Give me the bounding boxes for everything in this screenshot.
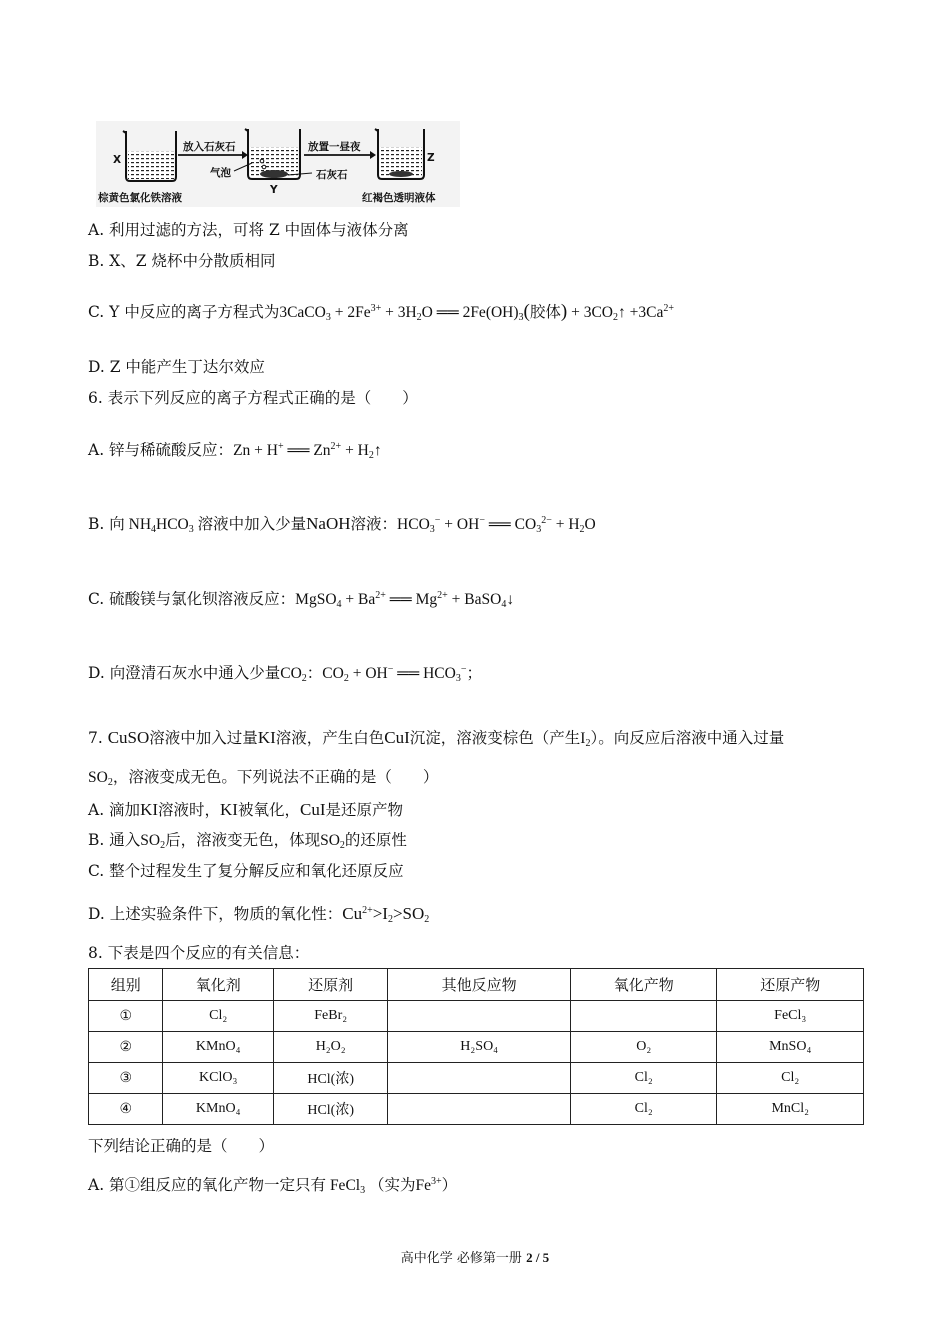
header-cell: 组别 bbox=[89, 969, 163, 1001]
header-cell: 氧化剂 bbox=[163, 969, 273, 1001]
label-y: Y bbox=[270, 184, 278, 196]
q7-option-c: C. 整个过程发生了复分解反应和氧化还原反应 bbox=[88, 862, 404, 880]
table-cell: Cl₂ bbox=[570, 1063, 717, 1094]
beaker-y bbox=[245, 129, 300, 179]
table-cell: MnSO₄ bbox=[717, 1032, 864, 1063]
table-cell: ③ bbox=[89, 1063, 163, 1094]
q8-table bbox=[88, 968, 864, 1125]
beaker-x bbox=[123, 131, 176, 181]
table-cell: KClO₃ bbox=[163, 1063, 273, 1094]
table-cell: KMnO₄ bbox=[163, 1032, 273, 1063]
stone-label: 石灰石 bbox=[316, 169, 348, 181]
table-cell bbox=[570, 1001, 717, 1032]
q6-option-a: A. 锌与稀硫酸反应：Zn + H+ ══ $Zn^{2+}$ + $H_2↑$ bbox=[88, 441, 382, 461]
q6-option-d: D. 向澄清石灰水中通入少量$CO_2$：$CO_2 + OH^-$ ══ $HCO_3^-$； bbox=[88, 664, 482, 684]
table-cell: FeCl₃ bbox=[717, 1001, 864, 1032]
table-row bbox=[89, 1032, 864, 1063]
header-cell: 还原剂 bbox=[273, 969, 387, 1001]
table-cell: Cl₂ bbox=[570, 1094, 717, 1125]
table-cell: ① bbox=[89, 1001, 163, 1032]
table-header-row bbox=[89, 969, 864, 1001]
table-cell: Cl₂ bbox=[163, 1001, 273, 1032]
header-cell: 还原产物 bbox=[717, 969, 864, 1001]
label-x: X bbox=[113, 154, 122, 166]
table-cell bbox=[388, 1063, 571, 1094]
experiment-figure bbox=[96, 121, 460, 207]
table-row bbox=[89, 1001, 864, 1032]
table-row bbox=[89, 1094, 864, 1125]
arrow1-text: 放入石灰石 bbox=[183, 141, 236, 153]
q8-option-a: A. 第①组反应的氧化产物一定只有 FeCl$_3$ （实为$Fe^{3+}$） bbox=[88, 1176, 458, 1196]
q7-option-b: B. 通入$SO_2$后，溶液变无色，体现$SO_2$的还原性 bbox=[88, 831, 407, 851]
page-number: 2 / 5 bbox=[526, 1250, 550, 1265]
table-row bbox=[89, 1063, 864, 1094]
table-cell: ② bbox=[89, 1032, 163, 1063]
q5-option-c: C. Y 中反应的离子方程式为3CaCO$_3$ + $2Fe^{3+} + 3H_2O$ ══ $2Fe(OH)_3$(胶体) + $3CO_2↑ +3Ca^{2+}$ bbox=[88, 301, 674, 323]
footer-text: 高中化学 必修第一册 bbox=[400, 1251, 527, 1266]
q8-after-table: 下列结论正确的是（ ） bbox=[88, 1137, 275, 1155]
q6-stem: 6. 表示下列反应的离子方程式正确的是（ ） bbox=[88, 389, 418, 407]
bubble-label: 气泡 bbox=[210, 167, 231, 179]
table-cell bbox=[388, 1001, 571, 1032]
q7-stem-line1: 7. CuSO溶液中加入过量KI溶液，产生白色CuI沉淀，溶液变棕色（产生$I_2$）。向反应后溶液中通入过量 bbox=[88, 728, 785, 749]
q7-stem-line2: $SO_2$，溶液变成无色。下列说法不正确的是（ ） bbox=[88, 768, 439, 788]
table-cell: HCl(浓) bbox=[273, 1094, 387, 1125]
q5-option-d: D. Z 中能产生丁达尔效应 bbox=[88, 358, 265, 376]
caption-right: 红褐色透明液体 bbox=[362, 192, 436, 204]
label-z: Z bbox=[427, 152, 435, 164]
table-cell: KMnO₄ bbox=[163, 1094, 273, 1125]
q5-option-a: A. 利用过滤的方法，可将 Z 中固体与液体分离 bbox=[88, 221, 409, 239]
q6-option-c: C. 硫酸镁与氯化钡溶液反应：MgSO$_4$ + $Ba^{2+}$ ══ $Mg^{2+}$ + BaSO$_4$↓ bbox=[88, 590, 515, 610]
table-cell: HCl(浓) bbox=[273, 1063, 387, 1094]
table-cell: ④ bbox=[89, 1094, 163, 1125]
table-cell: FeBr₂ bbox=[273, 1001, 387, 1032]
q6-option-b: B. 向 $NH_4HCO_3$ 溶液中加入少量NaOH溶液：$HCO_3^- + OH^-$ ══ $CO_3^{2-} + H_2O$ bbox=[88, 514, 596, 535]
header-cell: 其他反应物 bbox=[388, 969, 571, 1001]
q7-option-d: D. 上述实验条件下，物质的氧化性：$Cu^{2+}>I_2>SO_2$ bbox=[88, 904, 430, 925]
header-cell: 氧化产物 bbox=[570, 969, 717, 1001]
q5-option-b: B. X、Z 烧杯中分散质相同 bbox=[88, 252, 276, 270]
caption-left: 棕黄色氯化铁溶液 bbox=[98, 192, 182, 204]
table-cell: MnCl₂ bbox=[717, 1094, 864, 1125]
table-cell: O₂ bbox=[570, 1032, 717, 1063]
q8-stem: 8. 下表是四个反应的有关信息： bbox=[88, 944, 310, 962]
page-footer bbox=[0, 1247, 950, 1266]
arrow2-text: 放置一昼夜 bbox=[308, 141, 361, 153]
table-cell bbox=[388, 1094, 571, 1125]
table-cell: H₂O₂ bbox=[273, 1032, 387, 1063]
q7-option-a: A. 滴加KI溶液时，KI被氧化，CuI是还原产物 bbox=[88, 800, 404, 819]
table-cell: Cl₂ bbox=[717, 1063, 864, 1094]
table-cell: H₂SO₄ bbox=[388, 1032, 571, 1063]
beaker-z bbox=[375, 129, 424, 179]
